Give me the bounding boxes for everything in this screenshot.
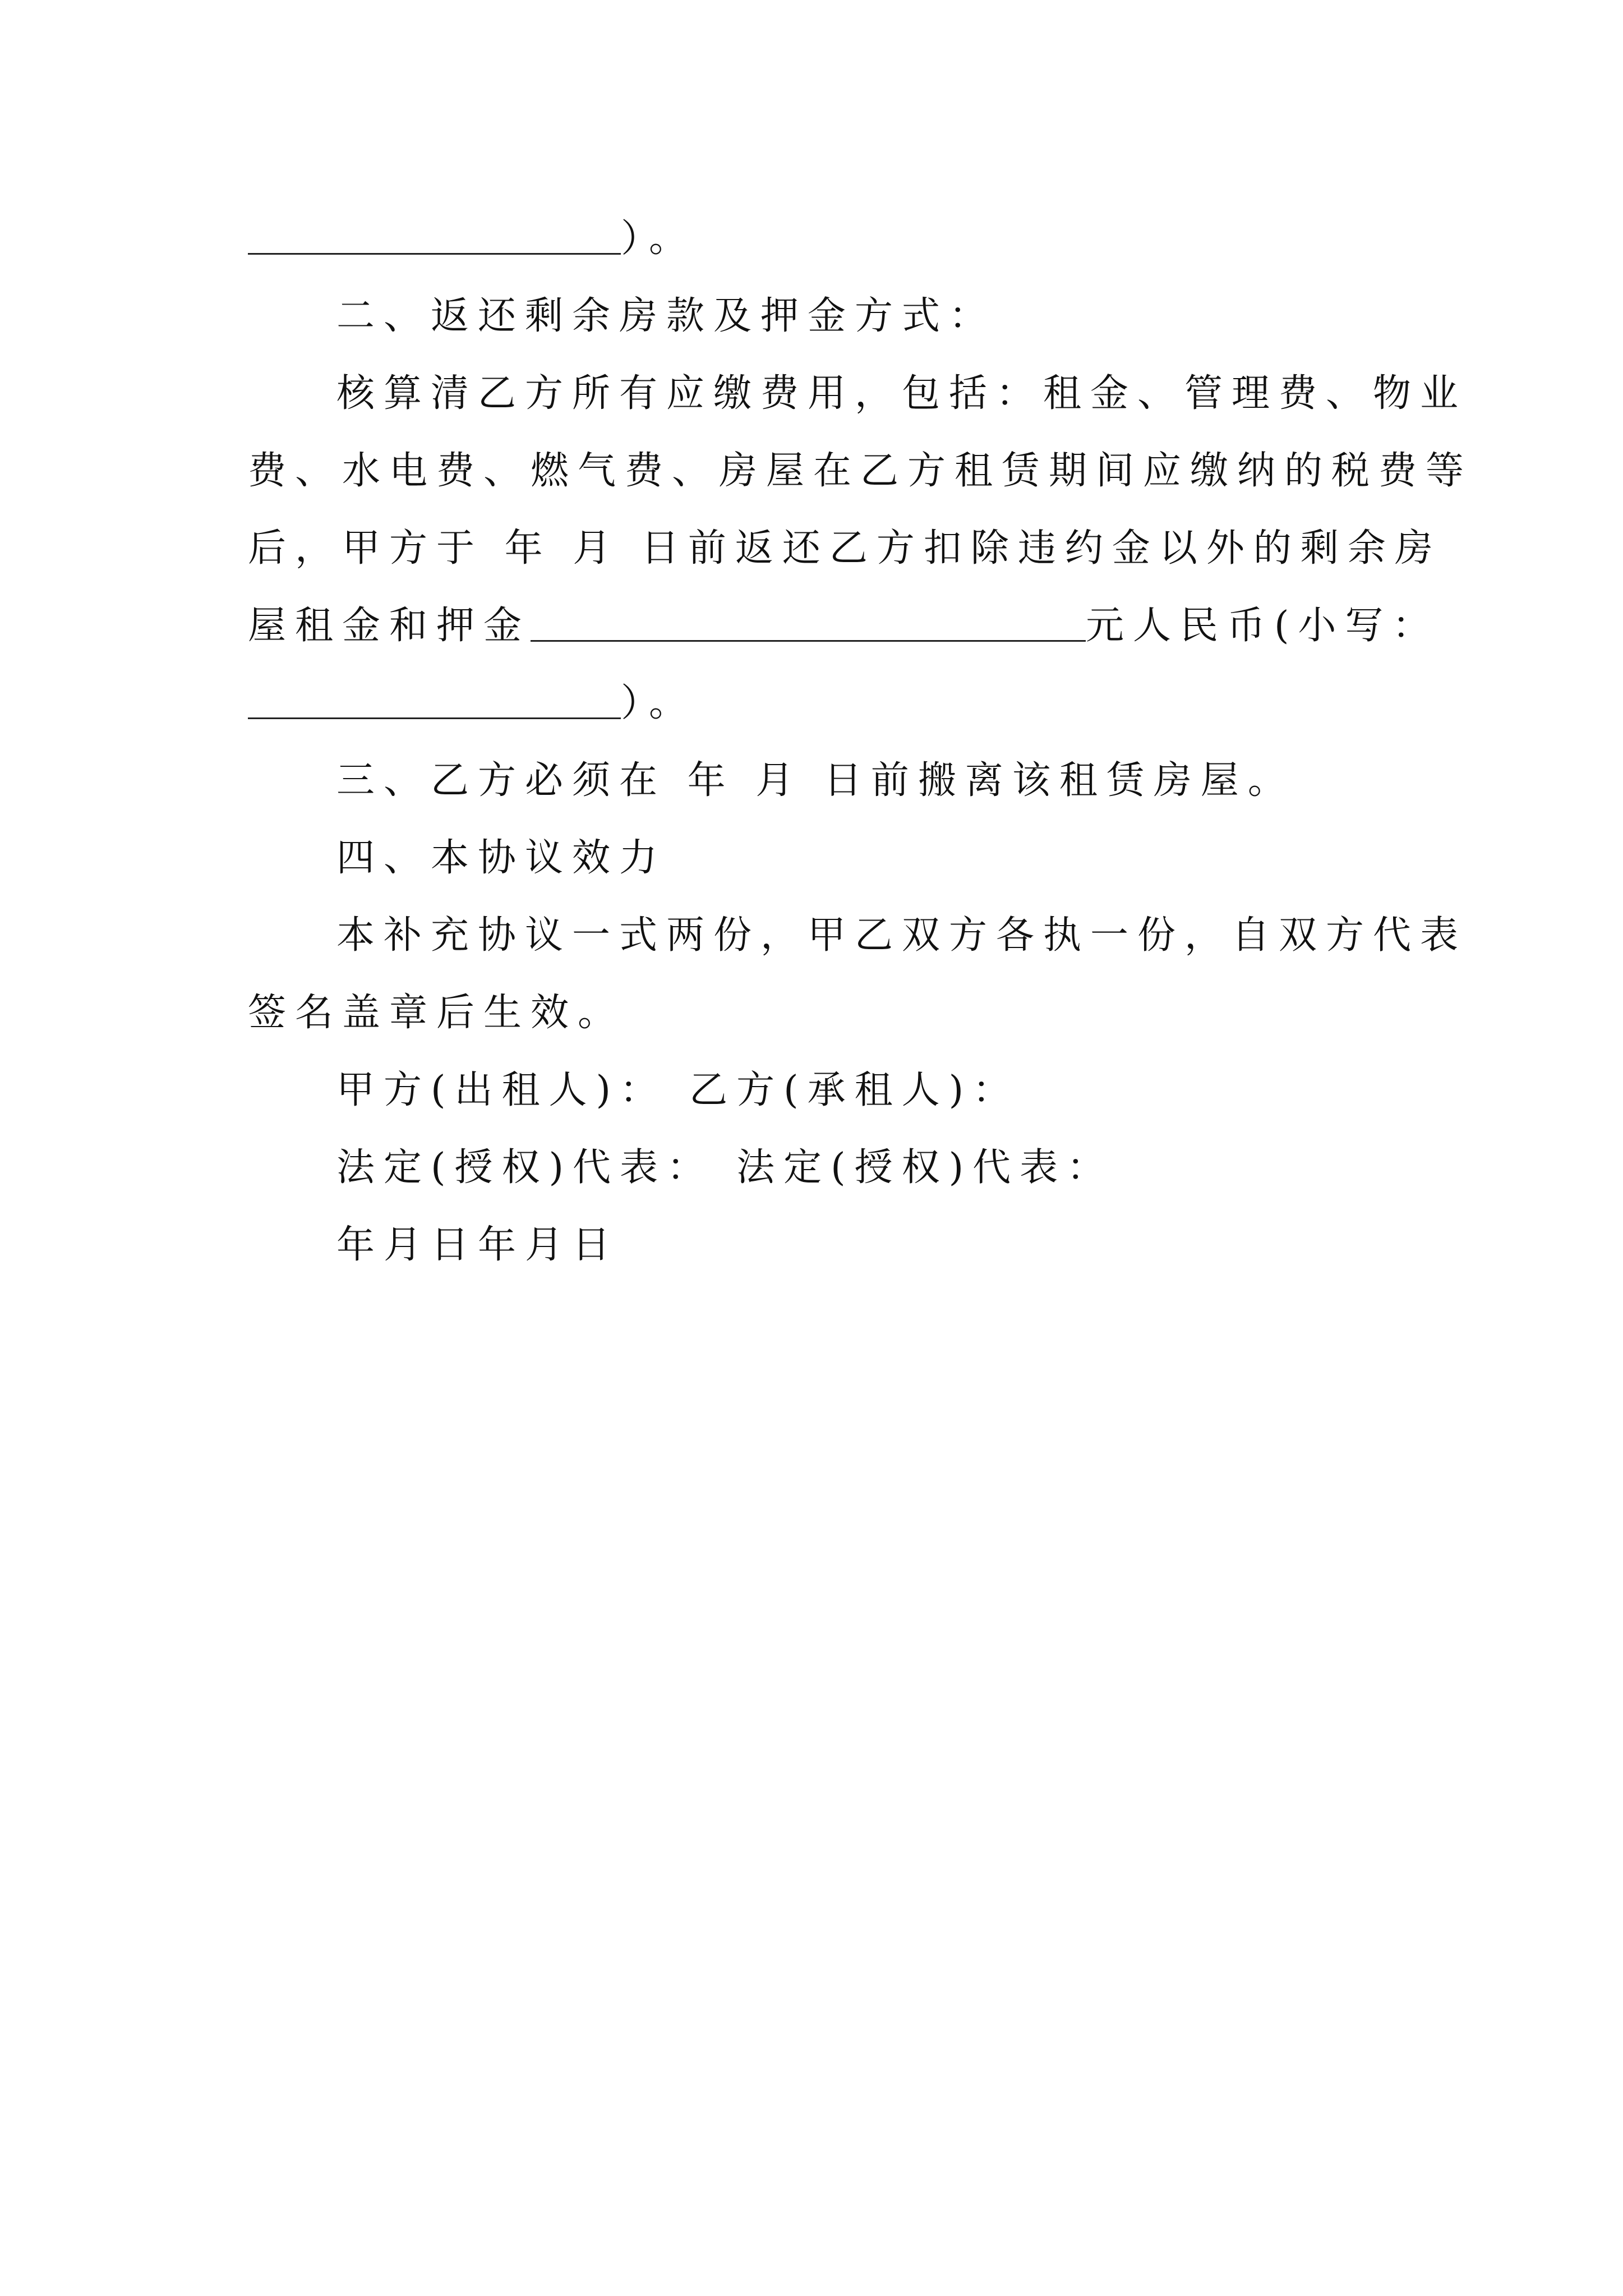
representative-line: [0, 1140, 1623, 1196]
section-3-line: 三、乙方必须在 年 月 日前搬离该租赁房屋。: [336, 758, 1295, 803]
paragraph-line: 本补充协议一式两份，甲乙双方各执一份，自双方代表: [336, 913, 1468, 958]
paragraph-line: 签名盖章后生效。: [248, 991, 625, 1035]
date-line: 年月日年月日: [336, 1223, 620, 1267]
party-b-representative-label: 法定(授权)代表：: [736, 1145, 1114, 1190]
line-7: [0, 675, 1623, 731]
party-a-representative-label: 法定(授权)代表：: [336, 1145, 714, 1190]
fill-in-blank[interactable]: [248, 683, 621, 719]
section-2-heading: 二、返还剩余房款及押金方式：: [336, 294, 997, 338]
paragraph-line-with-blank: [0, 598, 1623, 654]
line-7-tail: ）。: [621, 681, 697, 725]
line-1-tail: ）。: [621, 217, 697, 261]
party-b-label: 乙方(承租人)：: [689, 1068, 1020, 1112]
section-4-heading: 四、本协议效力: [336, 836, 667, 880]
fill-in-blank[interactable]: [531, 605, 1086, 642]
line-6-head: 屋租金和押金: [248, 604, 531, 648]
fill-in-blank[interactable]: [248, 218, 621, 255]
paragraph-line: 核算清乙方所有应缴费用，包括：租金、管理费、物业: [336, 371, 1468, 416]
paragraph-line: 费、水电费、燃气费、房屋在乙方租赁期间应缴纳的税费等: [248, 449, 1473, 493]
paragraph-line: 后，甲方于 年 月 日前返还乙方扣除违约金以外的剩余房: [248, 526, 1442, 570]
line-6-tail: 元人民币(小写：: [1086, 604, 1440, 648]
line-1: [0, 211, 1623, 267]
party-a-label: 甲方(出租人)：: [336, 1068, 667, 1112]
signature-parties-line: [0, 1062, 1623, 1119]
